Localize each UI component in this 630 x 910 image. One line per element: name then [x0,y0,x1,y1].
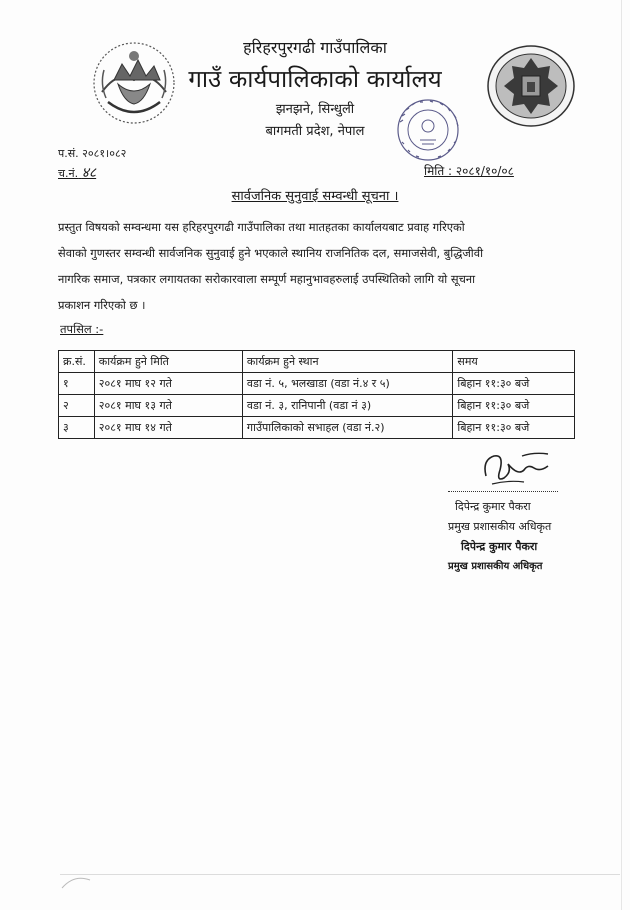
table-row [59,395,575,417]
column-header-date: कार्यक्रम हुने मिति [94,351,242,373]
notice-body [58,214,574,318]
notice-subject [0,186,630,204]
signatory-stamp-title: प्रमुख प्रशासकीय अधिकृत [448,561,543,572]
page-edge-bottom [60,874,620,875]
body-line: प्रस्तुत विषयको सम्वन्धमा यस हरिहरपुरगढी गाउँपालिका तथा मातहतका कार्यालयबाट प्रवाह गरिएको [58,220,465,234]
cell-serial: ३ [59,417,95,439]
letter-date: मिति : २०८१/१०/०८ [424,164,514,178]
dispatch-number-value: ४८ [81,165,97,181]
column-header-time: समय [453,351,575,373]
cell-serial: १ [59,373,95,395]
table-row [59,417,575,439]
cell-venue: वडा नं. ३, रानिपानी (वडा नं ३) [242,395,452,417]
column-header-venue: कार्यक्रम हुने स्थान [242,351,452,373]
body-line: सेवाको गुणस्तर सम्वन्धी सार्वजनिक सुनुवाई हुने भएकाले स्थानिय राजनितिक दल, समाजसेवी, बुद्धिजीवी [58,246,484,260]
municipality-name: हरिहरपुरगढी गाउँपालिका [243,38,387,57]
handwritten-signature-icon [478,446,554,490]
province-country: बागमती प्रदेश, नेपाल [265,124,365,139]
cell-date: २०८१ माघ १३ गते [94,395,242,417]
details-label: तपसिल :- [60,322,104,336]
municipality-seal-icon [486,44,576,128]
signatory-title: प्रमुख प्रशासकीय अधिकृत [448,520,552,533]
office-location: झनझने, सिन्धुली [275,102,355,117]
cell-time: बिहान ११:३० बजे [453,417,575,439]
cell-time: बिहान ११:३० बजे [453,395,575,417]
cell-venue: गाउँपालिकाको सभाहल (वडा नं.२) [242,417,452,439]
dispatch-number [58,163,96,182]
dispatch-number-label: च.नं. [58,167,79,180]
page-edge-right [621,0,622,910]
column-header-serial: क्र.सं. [59,351,95,373]
page-corner-mark-icon [60,870,100,890]
notice-subject-text: सार्वजनिक सुनुवाई सम्वन्धी सूचना । [231,189,399,204]
signature-line [448,491,558,492]
body-line: प्रकाशन गरिएको छ । [58,298,146,312]
cell-date: २०८१ माघ १२ गते [94,373,242,395]
cell-date: २०८१ माघ १४ गते [94,417,242,439]
table-header-row [59,351,575,373]
letter-reference-number: प.सं. २०८१।०८२ [58,147,127,160]
cell-time: बिहान ११:३० बजे [453,373,575,395]
schedule-table [58,350,575,439]
body-line: नागरिक समाज, पत्रकार लगायतका सरोकारवाला सम्पूर्ण महानुभावहरुलाई उपस्थितिको लागि यो सूचना [58,272,476,286]
office-title: गाउँ कार्यपालिकाको कार्यालय [188,65,442,93]
cell-serial: २ [59,395,95,417]
table-row [59,373,575,395]
signatory-stamp-name: दिपेन्द्र कुमार पैकरा [461,540,538,553]
signatory-name: दिपेन्द्र कुमार पैकरा [455,500,531,513]
cell-venue: वडा नं. ५, भलखाडा (वडा नं.४ र ५) [242,373,452,395]
